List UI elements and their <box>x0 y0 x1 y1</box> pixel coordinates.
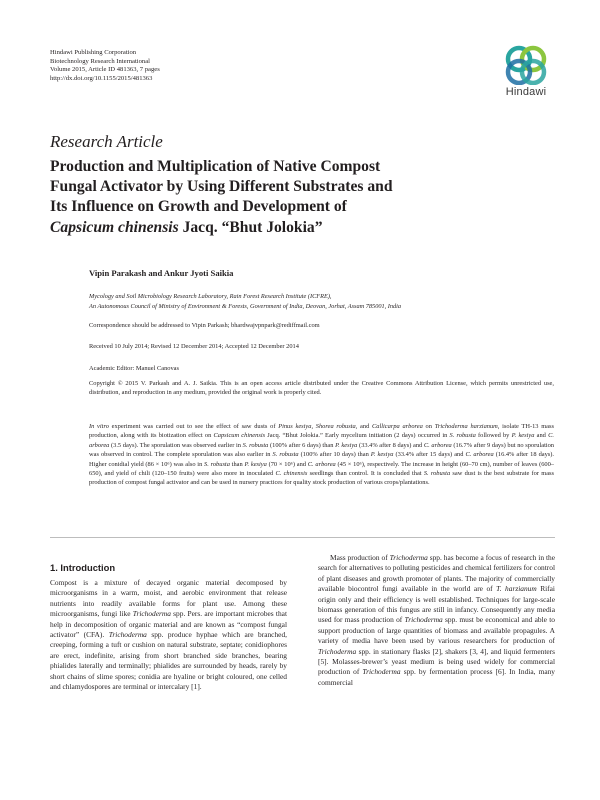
body-text: spp. produce hyphae which are branched, creeping, forming a tuft or cushion on natural substrate, septate; conidiophores are erect, indefinite, arising from short branched side branches, bearing phialides laterally and terminally; phialides are surrounded by heads, rarely by short chains of slime spores; conidia are hyaline or bright coloured, one celled and chlamydospores are terminal or intercalary [1]. <box>50 630 287 692</box>
abstract-text: S. robusta <box>272 451 299 459</box>
body-text: T. harzianum <box>496 584 537 594</box>
abstract-text: S. robusta <box>242 441 269 449</box>
title-line: Production and Multiplication of Native Compost <box>50 158 381 175</box>
body-text: spp. by fermentation process [6]. In India, many commercial <box>318 667 555 687</box>
academic-editor: Academic Editor: Manuel Canovas <box>89 365 179 372</box>
abstract-text: Pinus kesiya, Shorea robusta, <box>278 423 358 430</box>
abstract-text: C. arborea <box>89 432 554 449</box>
hindawi-rings-icon <box>503 45 549 85</box>
abstract-text: C. arborea <box>465 451 494 459</box>
abstract-text: P. kesiya <box>335 441 358 449</box>
abstract-text: S. robusta <box>423 470 451 478</box>
abstract-text: Callicarpa arborea <box>372 423 423 430</box>
abstract-text: , isolate TH-13 mass production, along with its biotization effect on <box>89 423 554 440</box>
article-type: Research Article <box>50 132 163 151</box>
volume-info: Volume 2015, Article ID 481363, 7 pages <box>50 66 160 74</box>
body-column-left <box>50 578 287 692</box>
abstract-text: C. chinensis <box>275 470 308 478</box>
abstract-text: (33.4% after 15 days) and <box>393 451 466 459</box>
body-text: spp. has become a focus of research in the search for alternatives to polluting pesticides and chemical fertilizers for control of plant diseases and growth promoter of plants. The majority of commercially available biocontrol fungi available in the world are of <box>318 553 555 594</box>
affiliation-line: Mycology and Soil Microbiology Research Laboratory, Rain Forest Research Institute (ICFRE), <box>89 293 332 300</box>
abstract-text: Trichoderma harzianum <box>434 423 498 430</box>
body-text: Rifai origin only and their efficiency is well established. Techniques for large-scale biomass generation of this fungus are still in infancy. Consequently any media used for mass production of <box>318 584 555 625</box>
correspondence-note: Correspondence should be addressed to Vipin Parkash; bhardwajvpnpark@rediffmail.com <box>89 322 320 329</box>
article-dates: Received 10 July 2014; Revised 12 December 2014; Accepted 12 December 2014 <box>89 343 299 350</box>
title-rest: Jacq. “Bhut Jolokia” <box>178 218 323 236</box>
abstract-text: (33.4% after 8 days) and <box>357 441 424 449</box>
body-text: Trichoderma <box>389 553 428 562</box>
abstract-text: S. robusta <box>204 460 230 468</box>
copyright-notice: Copyright © 2015 V. Parkash and A. J. Saikia. This is an open access article distributed under the Creative Commons Attribution License, which permits unrestricted use, distribution, and reproduction in any medium, provided the original work is properly cited. <box>89 380 554 397</box>
abstract-text: and <box>534 432 549 440</box>
body-text: Trichoderma <box>362 667 401 677</box>
body-text: spp. in stationary flasks [2], shakers [3, 4], and liquid fermenters [5]. Molasses-brewer’s yeast medium is being used widely for commercial production of <box>318 646 555 677</box>
title-line <box>50 218 520 238</box>
abstract-text: (16.7% after 9 days) but no sporulation was observed in control. The complete sporulation was also earlier in <box>89 441 555 459</box>
body-column-right <box>318 553 555 688</box>
hindawi-logo <box>496 45 556 103</box>
affiliation-line: An Autonomous Council of Ministry of Environment & Forests, Government of India, Deovan, Jorhat, Assam 785001, India <box>89 303 402 311</box>
title-species: Capsicum chinensis <box>50 218 179 236</box>
abstract-text: (45 × 10⁶), respectively. The increase in height (60–70 cm), number of leaves (600–650), and yield of chili (120–150 fruits) were also more in inoculated <box>89 460 555 478</box>
journal-name: Biotechnology Research International <box>50 57 150 65</box>
body-text: Trichoderma <box>318 646 357 656</box>
abstract-text: experiment was carried out to see the effect of saw dusts of <box>108 423 279 430</box>
abstract-text: (100% after 6 days) than <box>268 441 336 449</box>
logo-text: Hindawi <box>505 86 547 98</box>
abstract <box>89 422 554 488</box>
abstract-text: (70 × 10⁶) and <box>266 460 308 468</box>
section-heading: 1. Introduction <box>50 562 116 573</box>
body-text: Mass production of <box>330 553 390 562</box>
abstract-text: (100% after 10 days) than <box>298 451 371 459</box>
abstract-text: saw dust is the best substrate for mass production of compost fungal activator and can be used in nursery practices for quality stock production of various crops/plantations. <box>89 470 555 487</box>
section-divider <box>50 537 555 538</box>
abstract-text: and <box>357 423 373 430</box>
abstract-text: C. arborea <box>307 460 336 468</box>
abstract-text: Jacq. “Bhut Jolokia.” Early mycelium initiation (2 days) occurred in <box>265 432 450 440</box>
body-text: Trichoderma <box>404 615 443 625</box>
doi-link[interactable]: http://dx.doi.org/10.1155/2015/481363 <box>50 74 153 82</box>
body-text: spp. must be economical and able to support production of large quantities of biomass and available propagules. A variety of media have been used by various researchers for production of <box>318 615 555 646</box>
abstract-text: C. arborea <box>423 441 452 449</box>
title-line: Its Influence on Growth and Development of <box>50 198 347 216</box>
body-text: Trichoderma <box>132 609 171 619</box>
abstract-text: S. robusta <box>449 432 476 440</box>
abstract-text: P. kesiya <box>244 460 267 468</box>
affiliation <box>89 292 401 313</box>
journal-header <box>50 49 160 83</box>
body-text: Trichoderma <box>108 630 147 640</box>
author-list: Vipin Parakash and Ankur Jyoti Saikia <box>89 268 234 278</box>
body-text: spp. Pers. are important microbes that help in decomposition of organic material and are known as “compost fungal activator” (CFA). <box>50 609 287 640</box>
abstract-text: (16.4% after 18 days). Higher conidial yield (86 × 10⁶) was also in <box>89 451 555 468</box>
abstract-text: followed by <box>475 432 512 440</box>
article-title <box>50 157 520 238</box>
abstract-text: on <box>422 423 435 430</box>
abstract-text: (3.5 days). The sporulation was observed earlier in <box>109 441 243 449</box>
abstract-text: In vitro <box>89 423 109 430</box>
abstract-text: P. kesiya <box>511 432 535 440</box>
body-text: Compost is a mixture of decayed organic material decomposed by microorganisms in a warm, moist, and aerobic environment that release nutrients into readily available forms for plant use. Among these microorganisms, fungi like <box>50 578 287 619</box>
abstract-text: than <box>229 460 245 468</box>
abstract-text: P. kesiya <box>370 451 394 459</box>
abstract-text: Capsicum chinensis <box>213 432 266 440</box>
title-line: Fungal Activator by Using Different Substrates and <box>50 178 393 196</box>
publisher-name: Hindawi Publishing Corporation <box>50 49 137 56</box>
abstract-text: seedlings than control. It is concluded that <box>307 470 424 478</box>
